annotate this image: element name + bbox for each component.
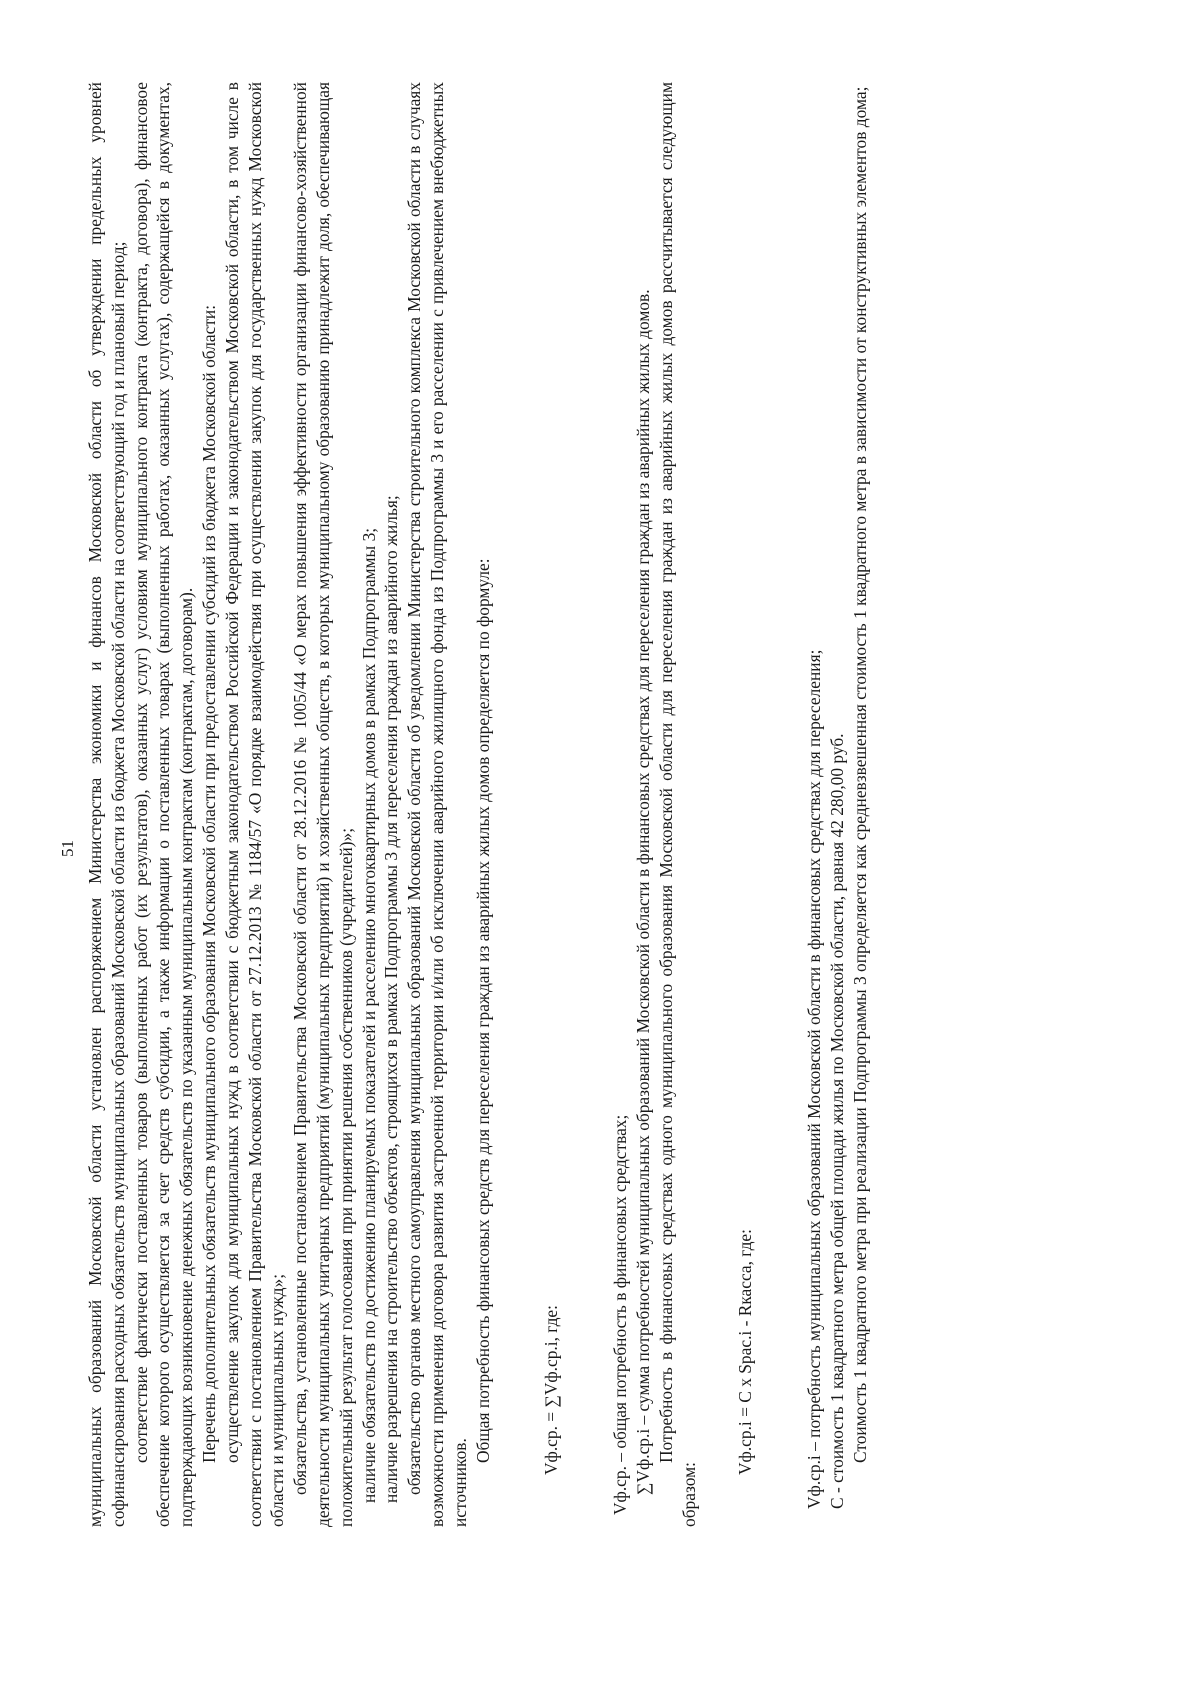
- definition-municipal-need: Vф.ср.i – потребность муниципальных образований Московской области в финансовых средствах для переселения;: [804, 649, 825, 1509]
- paragraph-additional-obligations: Перечень дополнительных обязательств муниципального образования Московской области при предоставлении субсидий из бюджета Московской области:: [198, 304, 219, 1463]
- paragraph-procurement: осуществление закупок для муниципальных нужд в соответствии с бюджетным законодательством Российской Федерации и законодательством Московской области, в том числе в соответствии с постановлением Правительства Московской области от 27.12.2013 № 1184/57 «О порядке взаимодействия при осуществлении закупок для государственных нужд Московской области и муниципальных нужд»;: [221, 82, 288, 1527]
- spacer: [700, 82, 734, 1527]
- paragraph-notification: обязательство органов местного самоуправления муниципальных образований Московской области об уведомлении Министерства строительного комплекса Московской области в случаях возможности применения договора развития застроенной территории и/или об исключении аварийного жилищного фонда из Подпрограммы 3 и его расселении с привлечением внебюджетных источников.: [404, 82, 470, 1527]
- page-number: 51: [58, 840, 77, 857]
- paragraph-goods-compliance: соответствие фактически поставленных товаров (выполненных работ (их результатов), оказанных услуг) условиям муниципального контракта (контракта, договора), финансовое обеспечение которого осуществляется за счет средств субсидии, а также информации о поставленных товарах (выполненных работах, оказанных услугах), содержащейся в документах, подтверждающих возникновение денежных обязательств по указанным муниципальным контрактам (контрактам, договорам).: [130, 82, 197, 1527]
- spacer: [757, 82, 803, 1527]
- formula-municipal-need: Vф.ср.i = C x Spac.i - Rкасса, где:: [735, 1229, 756, 1475]
- spacer: [494, 82, 540, 1527]
- spacer: [563, 82, 609, 1527]
- paragraph-permits: наличие разрешения на строительство объектов, строящихся в рамках Подпрограммы 3 для переселения граждан из аварийного жилья;: [381, 495, 402, 1503]
- paragraph-need-calculation: Потребность в финансовых средствах одного муниципального образования Московской области для переселения граждан из аварийных жилых домов рассчитывается следующим образом:: [655, 82, 699, 1527]
- document-body: [84, 82, 872, 1527]
- paragraph-formula-intro: Общая потребность финансовых средств для переселения граждан из аварийных жилых домов определяется по формуле:: [472, 558, 493, 1463]
- formula-total-need: Vф.ср. = ∑Vф.ср.i, где:: [541, 1305, 562, 1475]
- paragraph-resolution-obligations: обязательства, установленные постановлением Правительства Московской области от 28.12.2016 № 1005/44 «О мерах повышения эффективности организации финансово-хозяйственной деятельности муниципальных унитарных предприятий (муниципальных предприятий) и хозяйственных обществ, в которых муниципальному образованию принадлежит доля, обеспечивающая положительный результат голосования при принятии решения собственников (учредителей)»;: [290, 82, 356, 1527]
- paragraph-municipal-cofinancing: муниципальных образований Московской области установлен распоряжением Министерства экономики и финансов Московской области об утверждении предельных уровней софинансирования расходных обязательств муниципальных образований Московской области из бюджета Московской области на соответствующий год и плановый период;: [85, 82, 128, 1527]
- definition-total-need: Vф.ср. – общая потребность в финансовых средствах;: [610, 1114, 631, 1515]
- definition-square-meter-cost: C - стоимость 1 квадратного метра общей площади жилья по Московской области, равная 42 280,00 руб.: [826, 733, 847, 1509]
- definition-sum-needs: ∑Vф.ср.i – сумма потребностей муниципальных образований Московской области в финансовых средствах для переселения граждан из аварийных жилых домов.: [632, 289, 653, 1495]
- paragraph-indicators: наличие обязательств по достижению планируемых показателей и расселению многоквартирных домов в рамках Подпрограммы 3;: [358, 527, 379, 1503]
- paragraph-weighted-cost: Стоимость 1 квадратного метра при реализации Подпрограммы 3 определяется как средневзвешенная стоимость 1 квадратного метра в зависимости от конструктивных элементов дома;: [849, 86, 870, 1463]
